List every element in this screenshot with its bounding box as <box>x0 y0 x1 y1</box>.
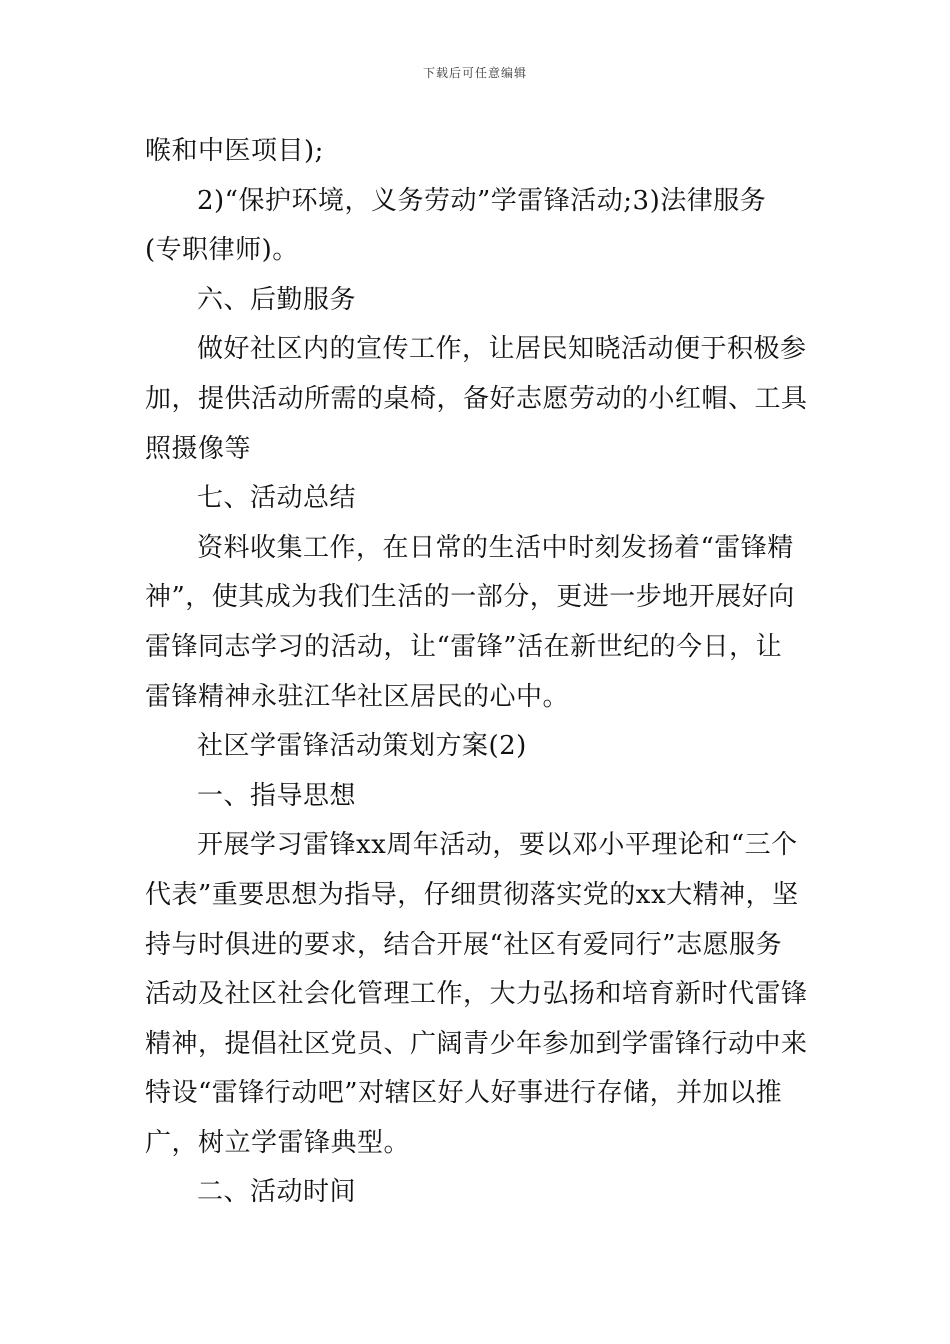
section-heading: 六、后勤服务 <box>197 284 357 315</box>
section-heading: 一、指导思想 <box>197 780 357 811</box>
text-line: 广，树立学雷锋典型。 <box>145 1127 411 1158</box>
text-line: 喉和中医项目); <box>145 136 324 166</box>
text-line: 神”，使其成为我们生活的一部分，更进一步地开展好向 <box>145 582 795 613</box>
document-body <box>145 127 808 1218</box>
text-line: 特设“雷锋行动吧”对辖区好人好事进行存储，并加以推 <box>145 1078 783 1109</box>
text-line: 开展学习雷锋xx周年活动，要以邓小平理论和“三个 <box>197 830 798 861</box>
text-line: 雷锋同志学习的活动，让“雷锋”活在新世纪的今日，让 <box>145 631 783 662</box>
text-line: 活动及社区社会化管理工作，大力弘扬和培育新时代雷锋 <box>145 979 808 1010</box>
document-subtitle: 社区学雷锋活动策划方案(2) <box>197 731 527 762</box>
text-line: 做好社区内的宣传工作，让居民知晓活动便于积极参 <box>197 334 807 365</box>
text-line: 资料收集工作，在日常的生活中时刻发扬着“雷锋精 <box>197 532 794 563</box>
section-heading: 七、活动总结 <box>197 483 357 514</box>
text-line: (专职律师)。 <box>145 235 299 266</box>
text-line: 代表”重要思想为指导，仔细贯彻落实党的xx大精神，坚 <box>145 879 799 910</box>
text-line: 雷锋精神永驻江华社区居民的心中。 <box>145 681 570 712</box>
text-line: 持与时俱进的要求，结合开展“社区有爱同行”志愿服务 <box>145 929 783 960</box>
text-line: 2)“保护环境，义务劳动”学雷锋活动;3)法律服务 <box>197 185 767 216</box>
page-header-note: 下载后可任意编辑 <box>422 66 527 80</box>
text-line: 照摄像等 <box>145 433 252 464</box>
section-heading: 二、活动时间 <box>197 1177 357 1208</box>
text-line: 精神，提倡社区党员、广阔青少年参加到学雷锋行动中来 <box>145 1028 808 1059</box>
text-line: 加，提供活动所需的桌椅，备好志愿劳动的小红帽、工具 <box>145 383 808 414</box>
